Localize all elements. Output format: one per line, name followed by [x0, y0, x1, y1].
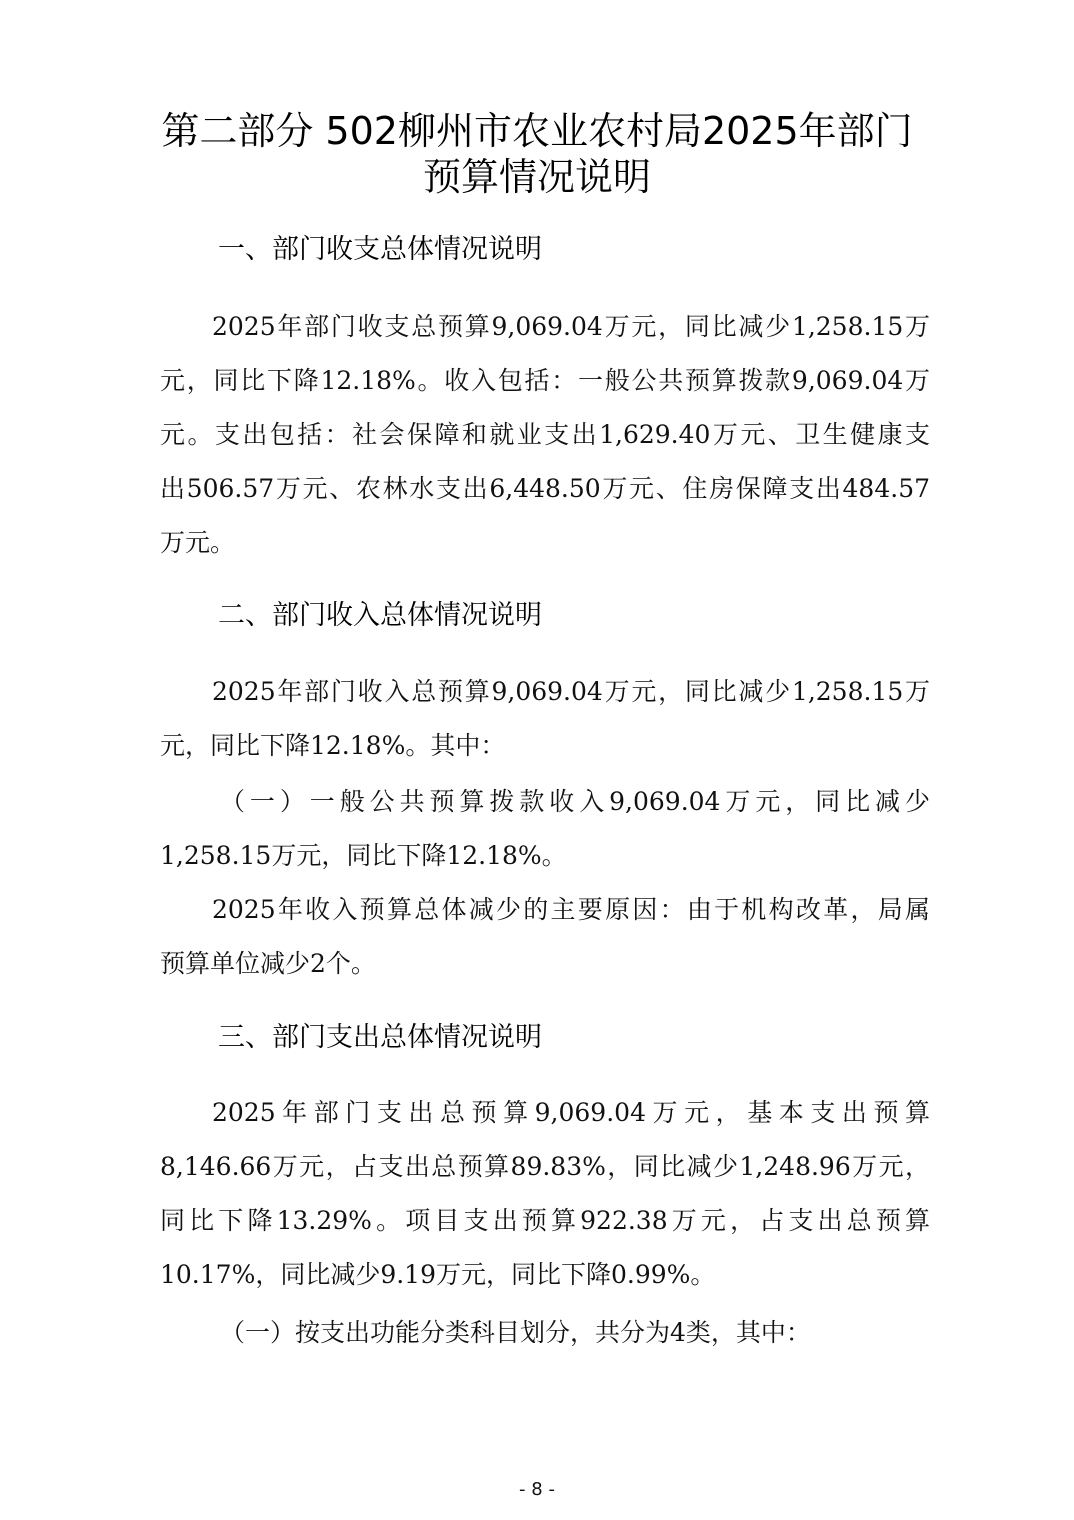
paragraph-line: 1,258.15万元，同比下降12.18%。 [160, 841, 567, 870]
paragraph-line: 2025年部门收入总预算9,069.04万元，同比减少1,258.15万 [212, 677, 930, 706]
section-heading-1: 一、部门收支总体情况说明 [218, 234, 542, 265]
paragraph-line: 2025年部门支出总预算9,069.04万元，基本支出预算 [212, 1098, 930, 1127]
paragraph-line: 8,146.66万元，占支出总预算89.83%，同比减少1,248.96万元， [160, 1152, 930, 1181]
page-title [0, 108, 1074, 200]
page-title-line-2: 预算情况说明 [422, 155, 651, 199]
section-3-paragraph-1 [160, 1086, 930, 1302]
section-heading-2: 二、部门收入总体情况说明 [218, 600, 542, 631]
section-2-paragraph-2 [160, 775, 930, 883]
paragraph-line: 2025年收入预算总体减少的主要原因：由于机构改革，局属 [212, 895, 930, 924]
paragraph-line: 10.17%，同比减少9.19万元，同比下降0.99%。 [160, 1260, 716, 1289]
paragraph-line: 2025年部门收支总预算9,069.04万元，同比减少1,258.15万 [212, 312, 930, 341]
section-1-paragraph-1 [160, 300, 930, 570]
paragraph-line: 出506.57万元、农林水支出6,448.50万元、住房保障支出484.57 [160, 474, 930, 503]
paragraph-line: 同比下降13.29%。项目支出预算922.38万元，占支出总预算 [160, 1206, 930, 1235]
section-2-paragraph-1 [160, 665, 930, 773]
paragraph-line: （一）一般公共预算拨款收入9,069.04万元，同比减少 [220, 787, 930, 816]
paragraph-line: 元。支出包括：社会保障和就业支出1,629.40万元、卫生健康支 [160, 420, 930, 449]
page-title-line-1: 第二部分 502柳州市农业农村局2025年部门 [161, 109, 913, 153]
paragraph-line: （一）按支出功能分类科目划分，共分为4类，其中： [220, 1318, 811, 1347]
paragraph-line: 万元。 [160, 528, 236, 557]
section-3-paragraph-2 [160, 1306, 930, 1360]
section-heading-3: 三、部门支出总体情况说明 [218, 1022, 542, 1053]
paragraph-line: 元，同比下降12.18%。其中： [160, 731, 506, 760]
paragraph-line: 预算单位减少2个。 [160, 949, 376, 978]
page-number: - 8 - [519, 1479, 555, 1500]
paragraph-line: 元，同比下降12.18%。收入包括：一般公共预算拨款9,069.04万 [160, 366, 930, 395]
section-2-paragraph-3 [160, 883, 930, 991]
